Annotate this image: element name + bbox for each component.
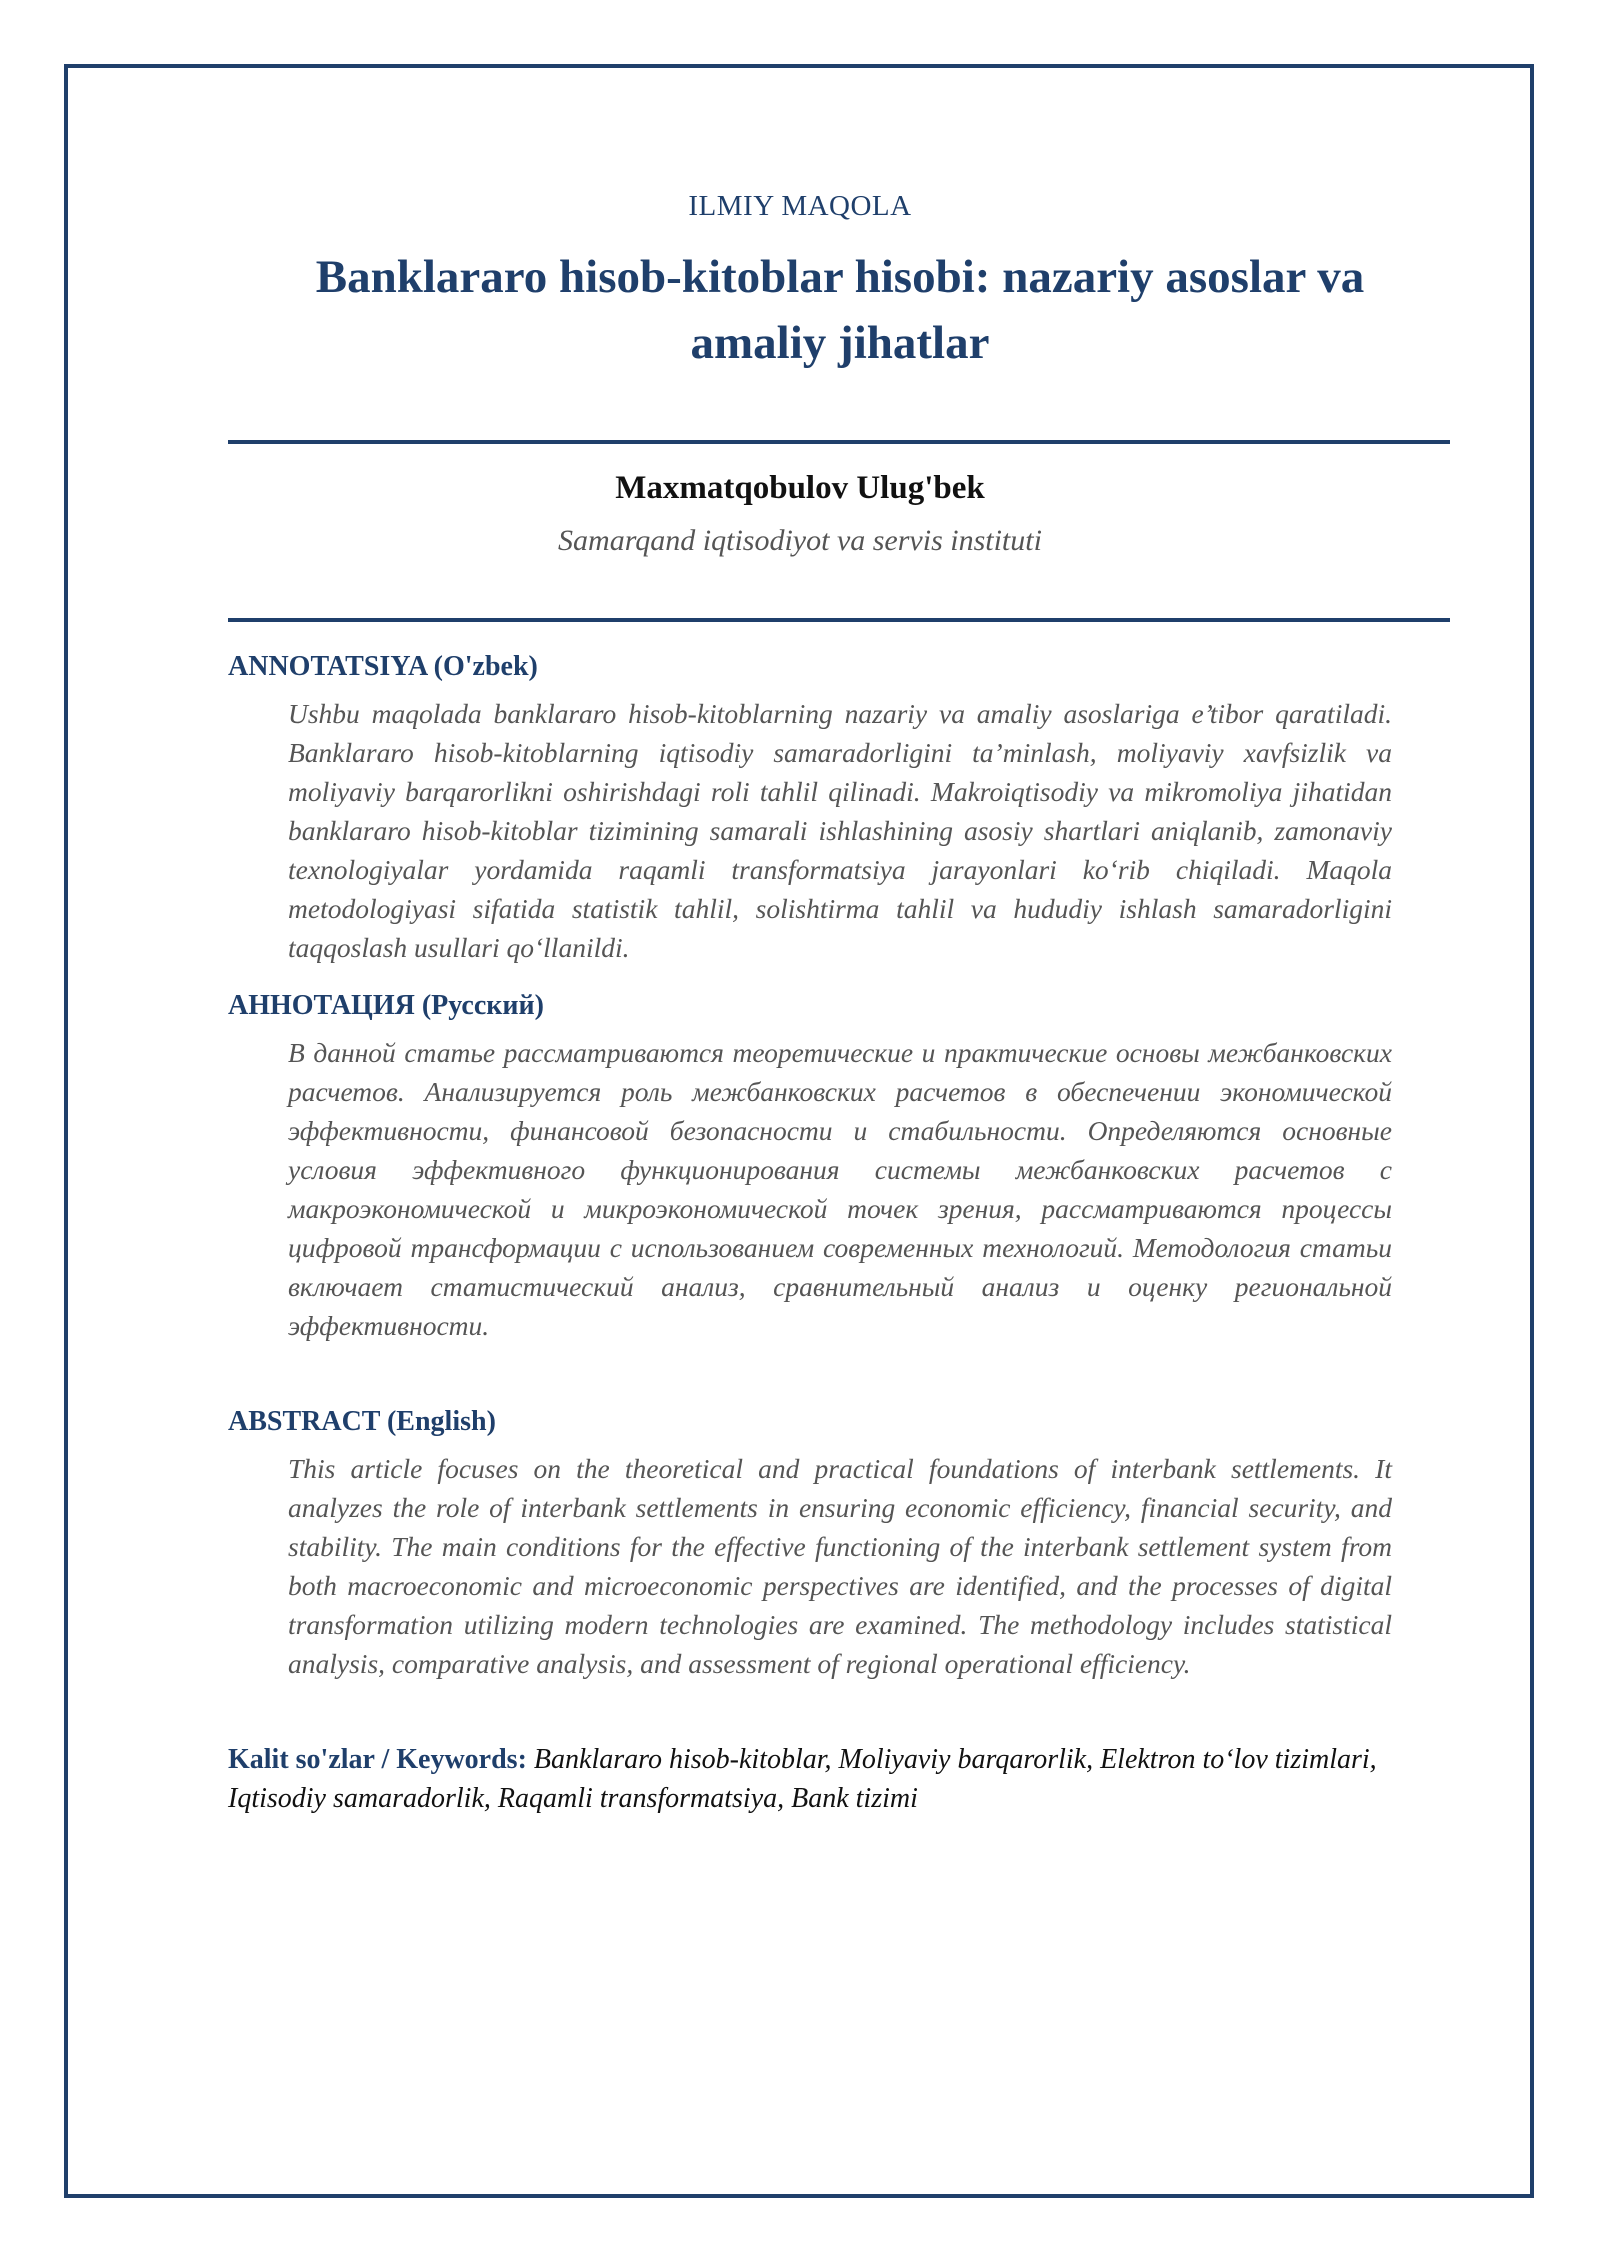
divider-top (228, 440, 1450, 444)
keywords-list: Banklararo hisob-kitoblar, Moliyaviy barqarorlik, Elektron to‘lov tizimlari, Iqtisodiy samaradorlik, Raqamli transformatsiya, Bank tizimi (228, 1744, 1377, 1814)
keywords-label: Kalit so'zlar / Keywords: (228, 1744, 527, 1775)
article-type-label: ILMIY MAQOLA (688, 190, 912, 222)
divider-bottom (228, 618, 1450, 622)
abstract-ru-text: В данной статье рассматриваются теоретические и практические основы межбанковских расчетов. Анализируется роль межбанковских расчетов в обеспечении экономической эффективности, финансовой безопасности и стабильности. Определяются основные условия эффективного функционирования системы межбанковских расчетов с макроэкономической и микроэкономической точек зрения, рассматриваются процессы цифровой трансформации с использованием современных технологий. Методология статьи включает статистический анализ, сравнительный анализ и оценку региональной эффективности. (288, 1037, 1392, 1341)
keywords-paragraph (228, 1740, 1392, 1818)
article-title: Banklararo hisob-kitoblar hisobi: nazariy asoslar va amaliy jihatlar (315, 251, 1365, 369)
abstract-uz-heading: ANNOTATSIYA (O'zbek) (228, 651, 538, 682)
author-name: Maxmatqobulov Ulug'bek (615, 470, 985, 506)
abstract-en-heading: ABSTRACT (English) (228, 1406, 496, 1437)
author-affiliation: Samarqand iqtisodiyot va servis instituti (558, 524, 1042, 557)
abstract-uz-text: Ushbu maqolada banklararo hisob-kitoblarning nazariy va amaliy asoslariga e’tibor qaratiladi. Banklararo hisob-kitoblarning iqtisodiy samaradorligini ta’minlash, moliyaviy xavfsizlik va moliyaviy barqarorlikni oshirishdagi roli tahlil qilinadi. Makroiqtisodiy va mikromoliya jihatidan banklararo hisob-kitoblar tizimining samarali ishlashining asosiy shartlari aniqlanib, zamonaviy texnologiyalar yordamida raqamli transformatsiya jarayonlari ko‘rib chiqiladi. Maqola metodologiyasi sifatida statistik tahlil, solishtirma tahlil va hududiy ishlash samaradorligini taqqoslash usullari qo‘llanildi. (288, 698, 1392, 963)
abstract-en-text: This article focuses on the theoretical and practical foundations of interbank settlements. It analyzes the role of interbank settlements in ensuring economic efficiency, financial security, and stability. The main conditions for the effective functioning of the interbank settlement system from both macroeconomic and microeconomic perspectives are identified, and the processes of digital transformation utilizing modern technologies are examined. The methodology includes statistical analysis, comparative analysis, and assessment of regional operational efficiency. (288, 1453, 1392, 1679)
abstract-ru-heading: АННОТАЦИЯ (Русский) (228, 990, 544, 1021)
